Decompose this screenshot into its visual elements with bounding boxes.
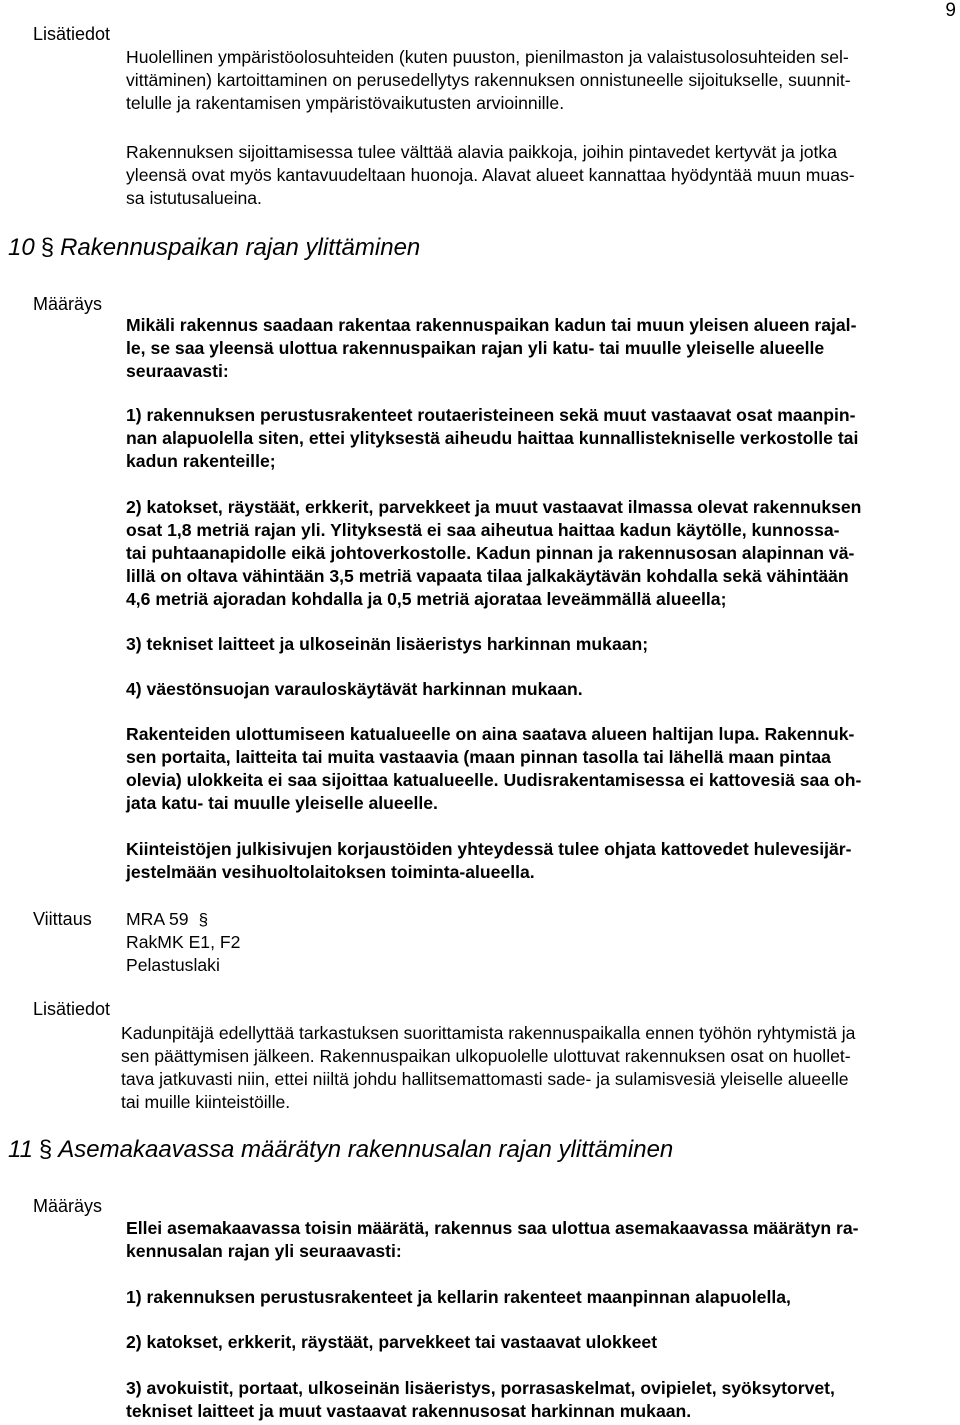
viittaus-label: Viittaus — [33, 909, 92, 929]
maarays-label: Määräys — [33, 294, 103, 314]
paragraph-sign-icon: § — [40, 234, 55, 261]
maarays-line: 4) väestönsuojan varauloskäytävät harkinnan mukaan. — [126, 679, 583, 699]
maarays-line: 1) rakennuksen perustusrakenteet ja kellarin rakenteet maanpinnan alapuolella, — [126, 1287, 791, 1307]
viittaus-line: RakMK E1, F2 — [126, 932, 241, 952]
lisatiedot-line: Rakennuksen sijoittamisessa tulee välttää alavia paikkoja, joihin pintavedet kertyvät ja jotka — [126, 142, 837, 162]
section-title: Rakennuspaikan rajan ylittäminen — [60, 234, 421, 261]
lisatiedot-line: Huolellinen ympäristöolosuhteiden (kuten puuston, pienilmaston ja valaistusolosuhteiden sel- — [126, 47, 849, 67]
maarays-line: le, se saa yleensä ulottua rakennuspaikan rajan yli katu- tai muulle yleiselle alueelle — [126, 338, 825, 358]
maarays-line: seuraavasti: — [126, 361, 229, 381]
lisatiedot-label: Lisätiedot — [33, 24, 111, 44]
paragraph-sign-icon: § — [38, 1136, 53, 1163]
maarays-line: tekniset laitteet ja muut vastaavat rakennusosat harkinnan mukaan. — [126, 1401, 692, 1421]
maarays-line: 2) katokset, erkkerit, räystäät, parvekkeet tai vastaavat ulokkeet — [126, 1332, 658, 1352]
lisatiedot-line: Kadunpitäjä edellyttää tarkastuksen suorittamista rakennuspaikalla ennen työhön ryhtymistä ja — [121, 1023, 856, 1043]
lisatiedot-line: sa istutusalueina. — [126, 188, 262, 208]
maarays-line: jata katu- tai muulle yleiselle alueelle. — [126, 793, 438, 813]
lisatiedot-line: tai muille kiinteistöille. — [121, 1092, 291, 1112]
section-title: Asemakaavassa määrätyn rakennusalan rajan ylittäminen — [58, 1136, 674, 1163]
lisatiedot-label: Lisätiedot — [33, 999, 111, 1019]
page-number: 9 — [945, 0, 956, 21]
viittaus-line — [126, 908, 208, 931]
maarays-line: lillä on oltava vähintään 3,5 metriä vapaata tilaa jalkakäytävän kohdalla sekä vähintään — [126, 566, 849, 586]
section-11-heading — [8, 1136, 673, 1164]
maarays-line: jestelmään vesihuoltolaitoksen toiminta-alueella. — [126, 862, 535, 882]
maarays-line: Mikäli rakennus saadaan rakentaa rakennuspaikan kadun tai muun yleisen alueen rajal- — [126, 315, 857, 335]
viittaus-line: Pelastuslaki — [126, 955, 220, 975]
maarays-line: nan alapuolella siten, ettei ylityksestä aiheudu haittaa kunnallistekniselle verkostolle tai — [126, 428, 859, 448]
section-10-heading — [8, 234, 420, 262]
lisatiedot-line: tava jatkuvasti niin, ettei niiltä johdu hallitsemattomasti sade- ja sulamisvesiä yleiselle alueelle — [121, 1069, 849, 1089]
maarays-line: osat 1,8 metriä rajan yli. Ylityksestä ei saa aiheutua haittaa kadun käytölle, kunnossa- — [126, 520, 840, 540]
paragraph-sign-icon: § — [198, 910, 209, 929]
maarays-line: Rakenteiden ulottumiseen katualueelle on aina saatava alueen haltijan lupa. Rakennuk- — [126, 724, 855, 744]
maarays-line: 3) avokuistit, portaat, ulkoseinän lisäeristys, porrasaskelmat, ovipielet, syöksytorvet, — [126, 1378, 835, 1398]
maarays-line: sen portaita, laitteita tai muita vastaavia (maan pinnan tasolla tai lähellä maan pintaa — [126, 747, 831, 767]
reference-text: MRA 59 — [126, 909, 189, 929]
maarays-line: 2) katokset, räystäät, erkkerit, parvekkeet ja muut vastaavat ilmassa olevat rakennuksen — [126, 497, 862, 517]
maarays-line: olevia) ulokkeita ei saa sijoittaa katualueelle. Uudisrakentamisessa ei kattovesiä saa oh- — [126, 770, 862, 790]
lisatiedot-line: vittäminen) kartoittaminen on perusedellytys rakennuksen onnistuneelle sijoitukselle, suunnit- — [126, 70, 851, 90]
maarays-line: 3) tekniset laitteet ja ulkoseinän lisäeristys harkinnan mukaan; — [126, 634, 649, 654]
lisatiedot-line: yleensä ovat myös kantavuudeltaan huonoja. Alavat alueet kannattaa hyödyntää muun muas- — [126, 165, 855, 185]
section-number: 10 — [8, 234, 35, 261]
maarays-line: kennusalan rajan yli seuraavasti: — [126, 1241, 402, 1261]
maarays-line: tai puhtaanapidolle eikä johtoverkostolle. Kadun pinnan ja rakennusosan alapinnan vä- — [126, 543, 855, 563]
maarays-line: 4,6 metriä ajoradan kohdalla ja 0,5 metriä ajorataa leveämmällä alueella; — [126, 589, 727, 609]
maarays-label: Määräys — [33, 1196, 103, 1216]
maarays-line: Ellei asemakaavassa toisin määrätä, rakennus saa ulottua asemakaavassa määrätyn ra- — [126, 1218, 859, 1238]
lisatiedot-line: telulle ja rakentamisen ympäristövaikutusten arvioinnille. — [126, 93, 565, 113]
section-number: 11 — [8, 1136, 33, 1163]
maarays-line: 1) rakennuksen perustusrakenteet routaeristeineen sekä muut vastaavat osat maanpin- — [126, 405, 856, 425]
lisatiedot-line: sen päättymisen jälkeen. Rakennuspaikan ulkopuolelle ulottuvat rakennuksen osat on huollet- — [121, 1046, 851, 1066]
maarays-line: kadun rakenteille; — [126, 451, 276, 471]
maarays-line: Kiinteistöjen julkisivujen korjaustöiden yhteydessä tulee ohjata kattovedet hulevesijär- — [126, 839, 852, 859]
